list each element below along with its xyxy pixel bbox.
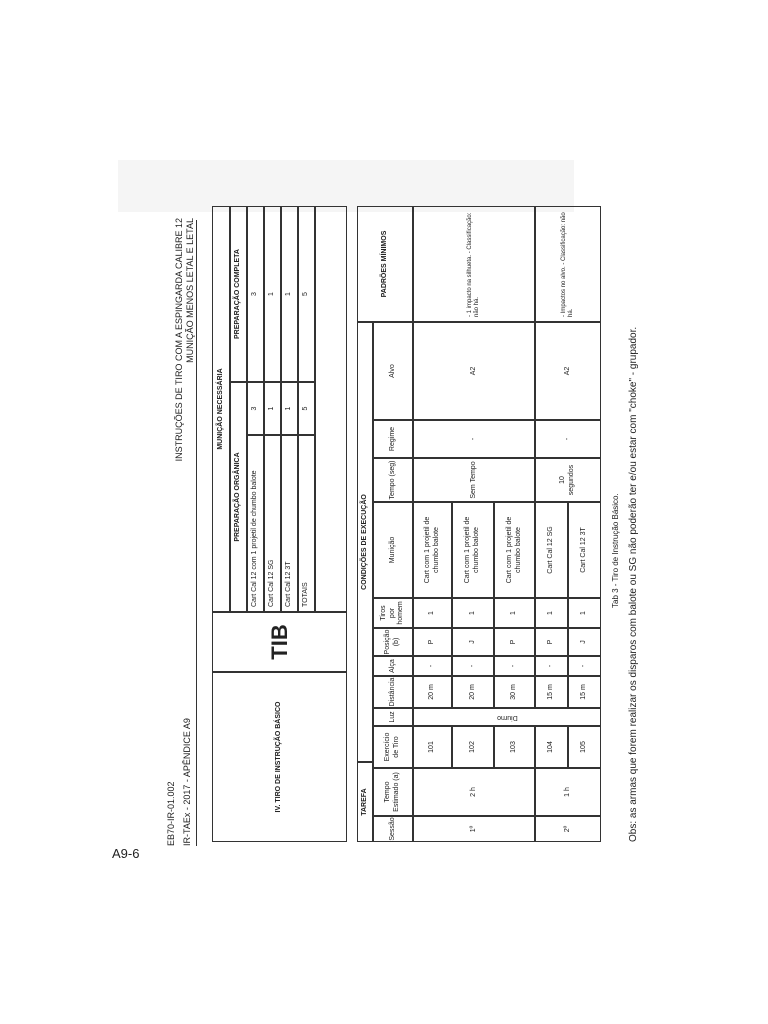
col-municao: Munição — [373, 502, 413, 598]
sessao-cell: 1º — [413, 816, 535, 842]
tiros-cell: 1 — [494, 598, 535, 628]
distancia-cell: 15 m — [568, 676, 601, 708]
distancia-cell: 20 m — [452, 676, 494, 708]
top-org: 3 — [247, 382, 264, 435]
rotated-page — [160, 204, 639, 908]
distancia-cell: 30 m — [494, 676, 535, 708]
condicoes-header: CONDIÇÕES DE EXECUÇÃO — [357, 322, 373, 762]
alca-cell: - — [535, 656, 568, 676]
col-distancia: Distância — [373, 676, 413, 708]
tib-code: TIB — [266, 624, 292, 660]
regime-cell: - — [413, 420, 535, 458]
municao-header: MUNIÇÃO NECESSÁRIA — [212, 206, 230, 612]
exercicio-cell: 103 — [494, 726, 535, 768]
col-regime: Regime — [373, 420, 413, 458]
col-alca: Alça — [373, 656, 413, 676]
top-item: Cart Cal 12 SG — [264, 435, 281, 612]
prep-organica-header: PREPARAÇÃO ORGÂNICA — [230, 382, 247, 612]
exercicio-cell: 104 — [535, 726, 568, 768]
tiros-cell: 1 — [413, 598, 452, 628]
posicao-cell: P — [535, 628, 568, 656]
tiros-cell: 1 — [535, 598, 568, 628]
header-left: IR-TAEx - 2017 - APÊNDICE A9 — [182, 718, 192, 846]
top-org: 1 — [281, 382, 298, 435]
exercicio-cell: 102 — [452, 726, 494, 768]
top-item: Cart Cal 12 com 1 projetil de chumbo balote — [247, 435, 264, 612]
obs-note: Obs: as armas que forem realizar os disparos com balote ou SG não poderão ter e/ou estar com "choke" - grupador. — [628, 326, 639, 842]
luz-diurno: Diurno — [496, 714, 518, 722]
table-caption: Tab 3 - Tiro de Instrução Básico. — [611, 493, 620, 608]
tiros-cell: 1 — [452, 598, 494, 628]
top-item-totais: TOTAIS — [298, 435, 315, 612]
col-sessao: Sessão — [373, 816, 413, 842]
municao-cell: Cart Cal 12 3T — [568, 502, 601, 598]
posicao-cell: P — [413, 628, 452, 656]
tempo-estimado-cell: 1 h — [535, 768, 601, 816]
posicao-cell: P — [494, 628, 535, 656]
posicao-cell: J — [568, 628, 601, 656]
section-title: IV. TIRO DE INSTRUÇÃO BÁSICO — [212, 672, 347, 842]
alca-cell: - — [568, 656, 601, 676]
distancia-cell: 20 m — [413, 676, 452, 708]
regime-cell: - — [535, 420, 601, 458]
col-exercicio: Exercício de Tiro — [373, 726, 413, 768]
alvo-cell: A2 — [413, 322, 535, 420]
header-right-line1: INSTRUÇÕES DE TIRO COM A ESPINGARDA CALIBRE 12 — [174, 218, 184, 462]
col-posicao: Posição (b) — [373, 628, 413, 656]
header-right-line2: MUNIÇÃO MENOS LETAL E LETAL — [184, 218, 195, 363]
posicao-cell: J — [452, 628, 494, 656]
col-alvo: Alvo — [373, 322, 413, 420]
padroes-header: PADRÕES MÍNIMOS — [357, 206, 413, 322]
alca-cell: - — [413, 656, 452, 676]
municao-cell: Cart com 1 projetil de chumbo balote — [413, 502, 452, 598]
top-org-total: 5 — [298, 382, 315, 435]
tempo-exec-cell: Sem Tempo — [413, 458, 535, 502]
page-number: A9-6 — [112, 846, 140, 861]
alca-cell: - — [494, 656, 535, 676]
col-tiros: Tiros por homem — [373, 598, 413, 628]
prep-completa-header: PREPARAÇÃO COMPLETA — [230, 206, 247, 382]
municao-cell: Cart com 1 projetil de chumbo balote — [452, 502, 494, 598]
top-blank — [315, 206, 347, 612]
exercicio-cell: 105 — [568, 726, 601, 768]
top-comp: 1 — [281, 206, 298, 382]
alca-cell: - — [452, 656, 494, 676]
top-comp: 3 — [247, 206, 264, 382]
header-right — [174, 218, 196, 461]
exercicio-cell: 101 — [413, 726, 452, 768]
padroes-cell: - Impactos no alvo. - Classificação: não há. — [535, 206, 601, 322]
code-cell — [212, 612, 347, 672]
alvo-cell: A2 — [535, 322, 601, 420]
tempo-estimado-cell: 2 h — [413, 768, 535, 816]
top-comp: 1 — [264, 206, 281, 382]
doc-code: EB70-IR-01.002 — [166, 781, 176, 846]
col-luz: Luz — [373, 708, 413, 726]
municao-cell: Cart Cal 12 SG — [535, 502, 568, 598]
tarefa-header: TAREFA — [357, 762, 373, 842]
top-org: 1 — [264, 382, 281, 435]
top-comp-total: 5 — [298, 206, 315, 382]
sessao-cell: 2º — [535, 816, 601, 842]
top-item: Cart Cal 12 3T — [281, 435, 298, 612]
tempo-exec-cell: 10 segundos — [535, 458, 601, 502]
padroes-cell: - 1 impacto na silhueta. - Classificação: não há. — [413, 206, 535, 322]
luz-cell — [413, 708, 601, 726]
col-tempo-seg: Tempo (seg) — [373, 458, 413, 502]
col-tempo-estimado: Tempo Estimado (a) — [373, 768, 413, 816]
header-rule — [196, 220, 197, 846]
tiros-cell: 1 — [568, 598, 601, 628]
municao-cell: Cart com 1 projetil de chumbo balote — [494, 502, 535, 598]
distancia-cell: 15 m — [535, 676, 568, 708]
